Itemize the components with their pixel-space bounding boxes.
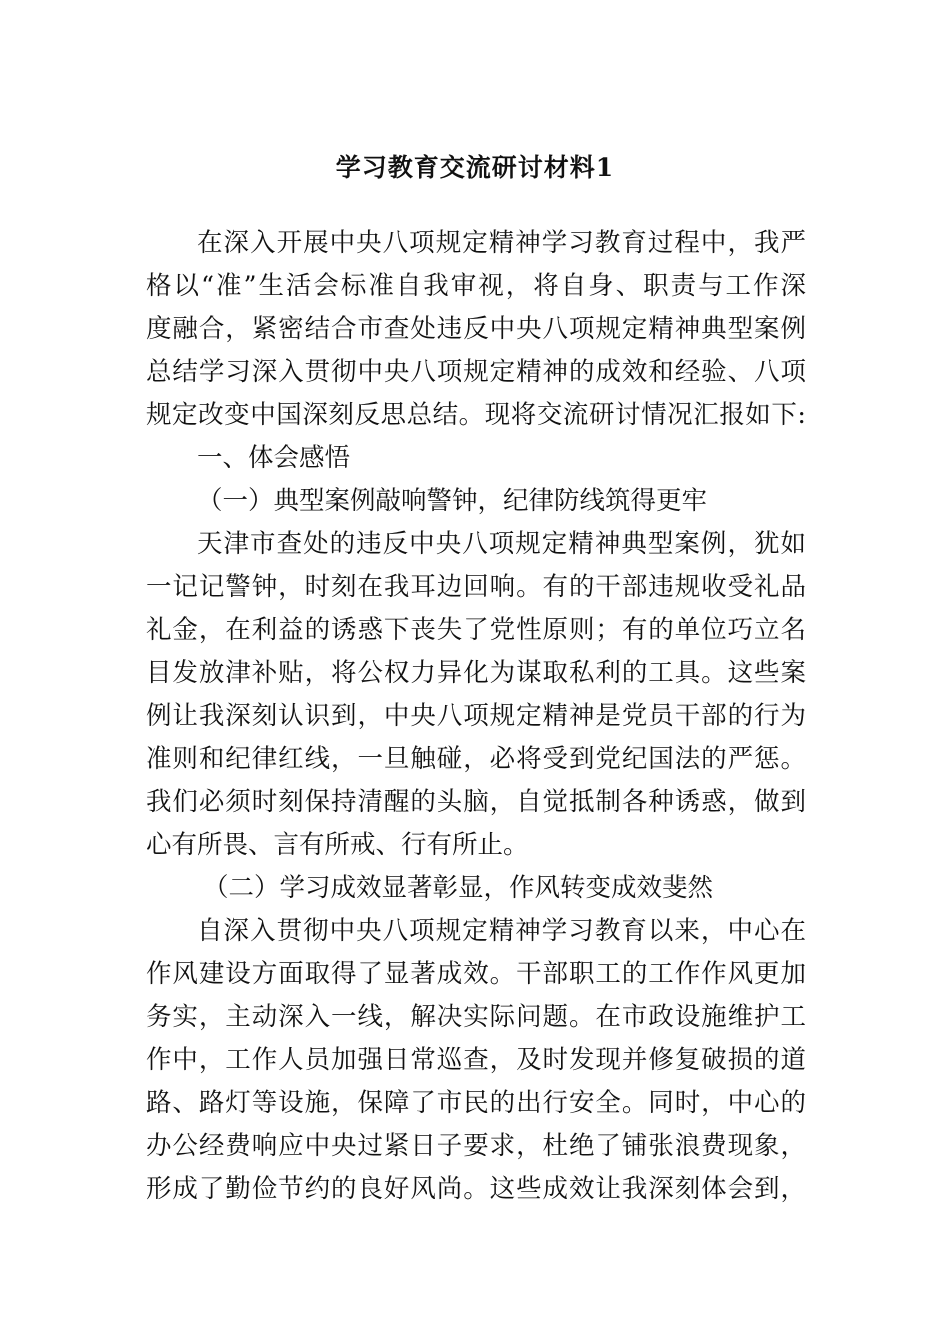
body-line: 作中，工作人员加强日常巡查，及时发现并修复破损的道 bbox=[146, 1045, 806, 1075]
body-line: 总结学习深入贯彻中央八项规定精神的成效和经验、八项 bbox=[146, 357, 806, 387]
body-line: 务实，主动深入一线，解决实际问题。在市政设施维护工 bbox=[146, 1002, 806, 1032]
body-line: 度融合，紧密结合市查处违反中央八项规定精神典型案例 bbox=[146, 314, 806, 344]
body-line: 办公经费响应中央过紧日子要求，杜绝了铺张浪费现象， bbox=[146, 1131, 806, 1161]
body-line: 规定改变中国深刻反思总结。现将交流研讨情况汇报如下: bbox=[146, 400, 806, 430]
body-line: 作风建设方面取得了显著成效。干部职工的工作作风更加 bbox=[146, 959, 806, 989]
body-line: 形成了勤俭节约的良好风尚。这些成效让我深刻体会到， bbox=[146, 1174, 806, 1204]
body-line: 我们必须时刻保持清醒的头脑，自觉抵制各种诱惑，做到 bbox=[146, 787, 806, 817]
body-line: 天津市查处的违反中央八项规定精神典型案例，犹如 bbox=[197, 529, 806, 559]
body-line: 路、路灯等设施，保障了市民的出行安全。同时，中心的 bbox=[146, 1088, 806, 1118]
page-title: 学习教育交流研讨材料1 bbox=[335, 153, 615, 182]
body-line: 心有所畏、言有所戒、行有所止。 bbox=[146, 830, 529, 860]
section-heading: 一、体会感悟 bbox=[197, 443, 351, 473]
body-line: 目发放津补贴，将公权力异化为谋取私利的工具。这些案 bbox=[146, 658, 806, 688]
body-line: 礼金，在利益的诱惑下丧失了党性原则；有的单位巧立名 bbox=[146, 615, 806, 645]
subsection-heading: （一）典型案例敲响警钟，纪律防线筑得更牢 bbox=[197, 486, 708, 516]
body-line: 一记记警钟，时刻在我耳边回响。有的干部违规收受礼品 bbox=[146, 572, 806, 602]
body-line: 自深入贯彻中央八项规定精神学习教育以来，中心在 bbox=[197, 916, 806, 946]
body-line: 格以“准”生活会标准自我审视，将自身、职责与工作深 bbox=[146, 271, 806, 301]
subsection-heading: （二）学习成效显著彰显，作风转变成效斐然 bbox=[203, 873, 714, 903]
body-line: 例让我深刻认识到，中央八项规定精神是党员干部的行为 bbox=[146, 701, 806, 731]
body-line: 在深入开展中央八项规定精神学习教育过程中，我严 bbox=[197, 228, 806, 258]
body-line: 准则和纪律红线，一旦触碰，必将受到党纪国法的严惩。 bbox=[146, 744, 806, 774]
